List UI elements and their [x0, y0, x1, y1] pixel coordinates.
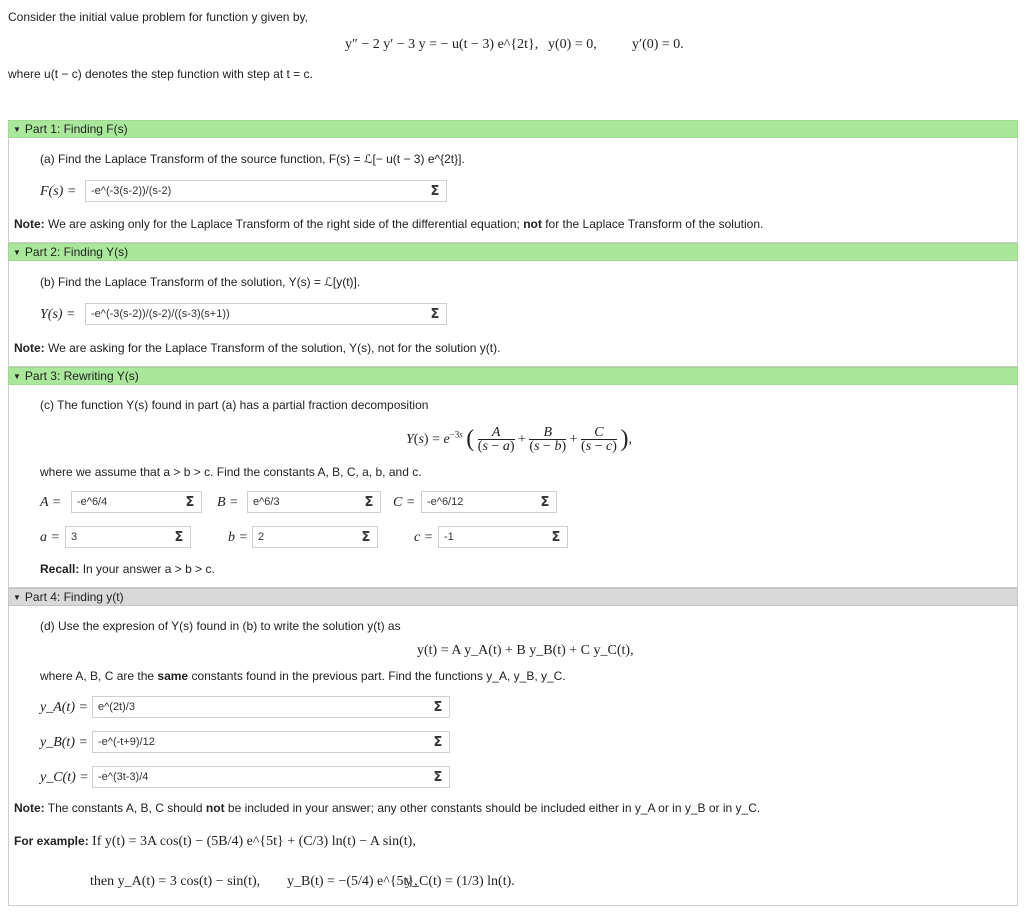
b-input[interactable] [252, 526, 378, 548]
B-input[interactable] [247, 491, 381, 513]
sigma-icon[interactable]: Σ [361, 529, 371, 545]
yA-input[interactable] [92, 696, 450, 718]
part1-question: (a) Find the Laplace Transform of the source function, F(s) = ℒ[− u(t − 3) e^{2t}]. [40, 152, 465, 166]
yC-input[interactable] [92, 766, 450, 788]
note-emphasis: not [523, 217, 542, 231]
c-value[interactable]: -1 [444, 531, 454, 543]
solution-formula: y(t) = A y_A(t) + B y_B(t) + C y_C(t), [417, 643, 634, 658]
sigma-icon[interactable]: Σ [174, 529, 184, 545]
note-text: We are asking only for the Laplace Transform of the right side of the differential equation; [48, 217, 520, 231]
part4-title: Part 4: Finding y(t) [24, 590, 124, 604]
collapse-triangle-icon[interactable]: ▼ [13, 125, 21, 134]
sigma-icon[interactable]: Σ [433, 769, 443, 785]
note-text-end: be included in your answer; any other constants should be included either in y_A or in y_B or in y_C. [227, 801, 761, 815]
yB-value[interactable]: -e^(-t+9)/12 [98, 736, 155, 748]
example-formula: If y(t) = 3A cos(t) − (5B/4) e^{5t} + (C/3) ln(t) − A sin(t), [92, 834, 416, 849]
part3-header[interactable] [8, 367, 1018, 385]
part1-note [14, 217, 763, 231]
part2-note [14, 341, 500, 355]
note-emphasis: not [205, 801, 225, 815]
yB-label: y_B(t) = [40, 735, 88, 750]
a-input[interactable] [65, 526, 191, 548]
sigma-icon[interactable]: Σ [430, 183, 440, 199]
a-value[interactable]: 3 [71, 531, 78, 543]
recall-label: Recall: [40, 562, 80, 576]
c-input[interactable] [438, 526, 568, 548]
B-value[interactable]: e^6/3 [253, 496, 280, 508]
collapse-triangle-icon[interactable]: ▼ [13, 593, 21, 602]
yB-input[interactable] [92, 731, 450, 753]
part4-note [14, 801, 760, 815]
part3-title: Part 3: Rewriting Y(s) [24, 369, 139, 383]
part4-where [40, 669, 566, 683]
example-ya: then y_A(t) = 3 cos(t) − sin(t), [90, 874, 261, 889]
A-label: A = [40, 495, 62, 510]
b-label: b = [228, 530, 248, 545]
part3-recall [40, 562, 215, 576]
C-value[interactable]: -e^6/12 [427, 496, 464, 508]
b-value[interactable]: 2 [258, 531, 265, 543]
intro-text: Consider the initial value problem for function y given by, [8, 10, 308, 24]
note-text-end: for the Laplace Transform of the solution. [545, 217, 764, 231]
where-text-end: constants found in the previous part. Find the functions y_A, y_B, y_C. [191, 669, 566, 683]
part2-body [8, 261, 1018, 367]
note-text: We are asking for the Laplace Transform of the solution, Y(s), not for the solution y(t). [48, 341, 501, 355]
part1-title: Part 1: Finding F(s) [24, 122, 128, 136]
note-label: Note: [14, 801, 45, 815]
collapse-triangle-icon[interactable]: ▼ [13, 372, 21, 381]
part2-title: Part 2: Finding Y(s) [24, 245, 129, 259]
step-function-note: where u(t − c) denotes the step function with step at t = c. [8, 67, 313, 81]
initial-condition-y: y(0) = 0, [548, 37, 597, 52]
y-answer-value[interactable]: -e^(-3(s-2))/(s-2)/((s-3)(s+1)) [91, 308, 230, 320]
part4-header[interactable] [8, 588, 1018, 606]
part4-question: (d) Use the expresion of Y(s) found in (b) to write the solution y(t) as [40, 619, 401, 633]
B-label: B = [217, 495, 239, 510]
yC-value[interactable]: -e^(3t-3)/4 [98, 771, 149, 783]
where-text: where A, B, C are the [40, 669, 155, 683]
yA-label: y_A(t) = [40, 700, 88, 715]
example-line [14, 834, 416, 850]
yC-label: y_C(t) = [40, 770, 89, 785]
part1-body [8, 138, 1018, 243]
sigma-icon[interactable]: Σ [430, 306, 440, 322]
where-emphasis: same [157, 669, 189, 683]
part2-header[interactable] [8, 243, 1018, 261]
note-text: The constants A, B, C should [47, 801, 203, 815]
partial-fraction-formula: $Y(s) = e^{-3s}$ ( $\frac{A}{(s - a)}$ + $\frac{B}{(s - b)}$ + $\frac{C}{(s - c)}$ ), [406, 425, 632, 455]
C-input[interactable] [421, 491, 557, 513]
note-label: Note: [14, 217, 45, 231]
y-answer-input[interactable] [85, 303, 447, 325]
example-yb: y_B(t) = −(5/4) e^{5t}, [287, 874, 418, 889]
f-answer-input[interactable] [85, 180, 447, 202]
y-label: Y(s) = [40, 307, 76, 322]
recall-text: In your answer a > b > c. [82, 562, 215, 576]
example-label: For example: [14, 834, 89, 848]
collapse-triangle-icon[interactable]: ▼ [13, 248, 21, 257]
part3-body [8, 385, 1018, 588]
example-yc: y_C(t) = (1/3) ln(t). [405, 874, 515, 889]
part4-body [8, 606, 1018, 906]
f-answer-value[interactable]: -e^(-3(s-2))/(s-2) [91, 185, 172, 197]
part1-header[interactable] [8, 120, 1018, 138]
a-label: a = [40, 530, 60, 545]
c-label: c = [414, 530, 434, 545]
sigma-icon[interactable]: Σ [433, 699, 443, 715]
f-label: F(s) = [40, 184, 77, 199]
C-label: C = [393, 495, 416, 510]
sigma-icon[interactable]: Σ [551, 529, 561, 545]
initial-condition-yprime: y′(0) = 0. [632, 37, 684, 52]
ode-equation: y″ − 2 y′ − 3 y = − u(t − 3) e^{2t}, [345, 37, 539, 52]
part3-question: (c) The function Y(s) found in part (a) has a partial fraction decomposition [40, 398, 429, 412]
A-value[interactable]: -e^6/4 [77, 496, 108, 508]
sigma-icon[interactable]: Σ [433, 734, 443, 750]
note-label: Note: [14, 341, 45, 355]
yA-value[interactable]: e^(2t)/3 [98, 701, 135, 713]
part2-question: (b) Find the Laplace Transform of the solution, Y(s) = ℒ[y(t)]. [40, 275, 361, 289]
A-input[interactable] [71, 491, 202, 513]
sigma-icon[interactable]: Σ [540, 494, 550, 510]
sigma-icon[interactable]: Σ [185, 494, 195, 510]
sigma-icon[interactable]: Σ [364, 494, 374, 510]
part3-assume: where we assume that a > b > c. Find the constants A, B, C, a, b, and c. [40, 465, 422, 479]
